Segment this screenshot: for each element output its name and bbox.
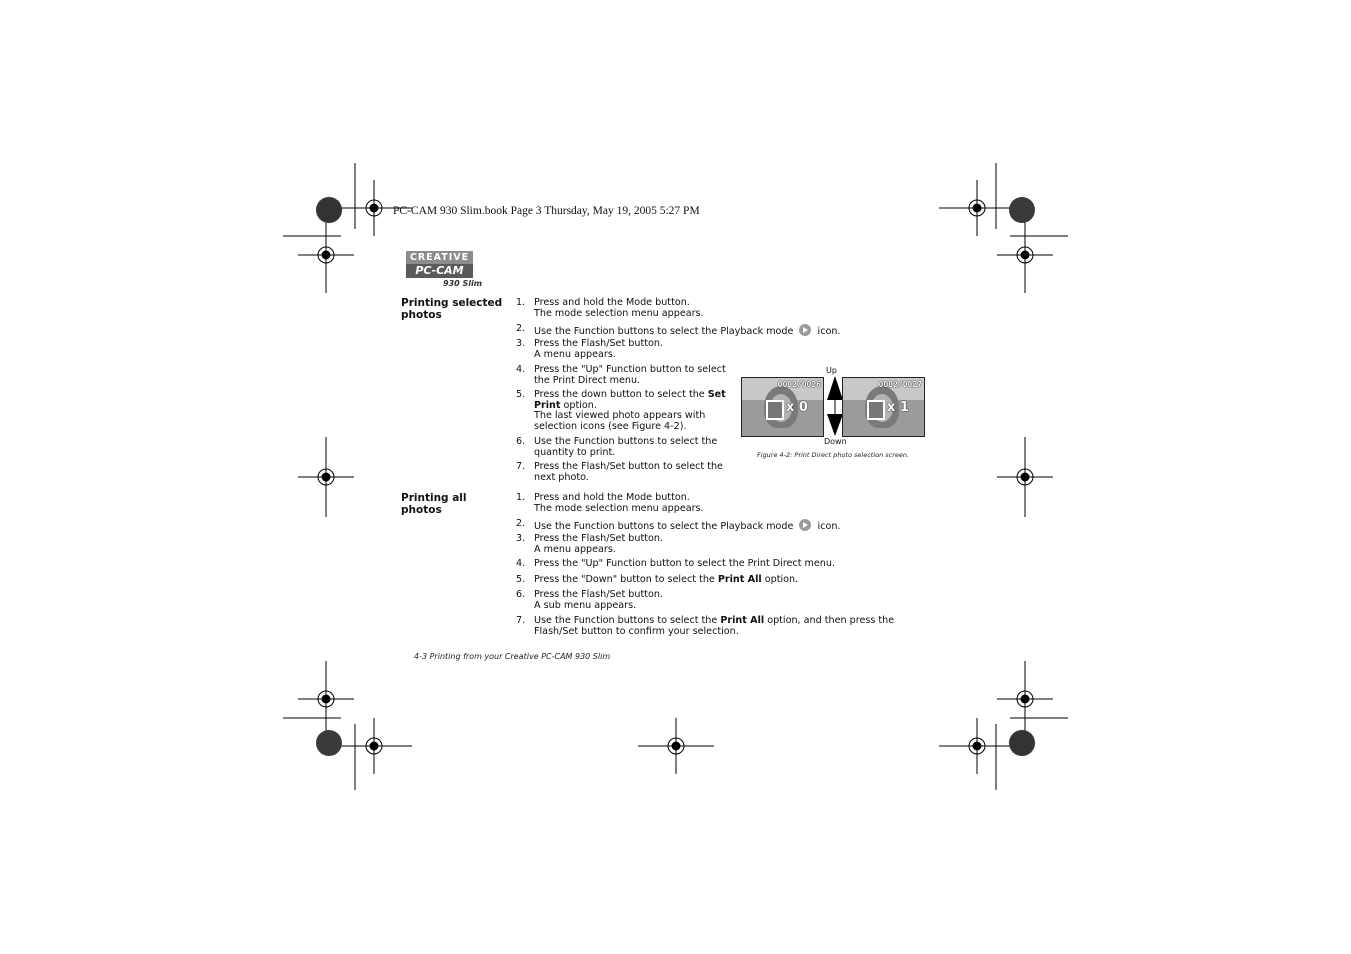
camera-screen-before <box>741 377 824 437</box>
step-text: Press the "Up" Function button to select the Print Direct menu. <box>534 558 836 569</box>
step-text: A sub menu appears. <box>534 599 637 611</box>
step-text: quantity to print. <box>534 446 616 458</box>
step-text: Use the Function buttons to select the <box>534 615 721 626</box>
step-text-bold: Print All <box>717 574 762 585</box>
printer-icon <box>867 400 885 420</box>
step-text: Use the Function buttons to select the Playback mode <box>534 521 794 532</box>
playback-mode-icon <box>799 519 811 531</box>
figure-caption: Figure 4-2: Print Direct photo selection screen. <box>757 451 910 459</box>
creative-pccam-logo <box>406 251 483 289</box>
step-text: The last viewed photo appears with <box>534 410 706 422</box>
step-text: Press the Flash/Set button. <box>534 533 663 544</box>
playback-mode-icon <box>799 324 811 336</box>
photo-counter: 0002/0026 <box>777 380 821 389</box>
step-text-bold: Print All <box>720 615 765 626</box>
logo-model: 930 Slim <box>443 279 483 288</box>
photo-counter: 0002/0027 <box>878 380 922 389</box>
down-label: Down <box>824 437 847 446</box>
step-text: A menu appears. <box>534 348 616 360</box>
step-text: Press and hold the Mode button. <box>534 492 690 503</box>
logo-brand: CREATIVE <box>406 251 473 264</box>
step-text: The mode selection menu appears. <box>534 307 704 319</box>
step-text-bold: Print <box>534 399 561 411</box>
camera-screen-after <box>842 377 925 437</box>
step-text: Press the down button to select the <box>534 389 708 400</box>
step-number: 4. <box>516 364 526 375</box>
step-number: 2. <box>516 518 526 529</box>
step-text: option, and then press the <box>764 615 895 626</box>
step-number: 2. <box>516 323 526 334</box>
step-text: option. <box>560 399 597 411</box>
step-text: icon. <box>817 521 841 532</box>
section-heading-all: Printing all photos <box>401 492 467 516</box>
up-label: Up <box>826 366 837 375</box>
step-text: Flash/Set button to confirm your selection. <box>534 625 739 637</box>
step-text: Press the Flash/Set button to select the <box>534 461 723 472</box>
step-text: Press and hold the Mode button. <box>534 297 690 308</box>
print-quantity: x 0 <box>786 400 808 415</box>
step-number: 6. <box>516 436 526 447</box>
step-number: 7. <box>516 461 526 472</box>
step-text: A menu appears. <box>534 543 616 555</box>
step-number: 7. <box>516 615 526 626</box>
step-text: Press the Flash/Set button. <box>534 338 663 349</box>
page-header: PC-CAM 930 Slim.book Page 3 Thursday, May 19, 2005 5:27 PM <box>393 205 700 217</box>
section-heading-selected: Printing selected photos <box>401 297 503 321</box>
step-text: Press the "Down" button to select the <box>534 574 718 585</box>
step-number: 5. <box>516 389 526 400</box>
step-text: Use the Function buttons to select the Playback mode <box>534 326 794 337</box>
step-text: selection icons (see Figure 4-2). <box>534 420 687 432</box>
step-text-bold: Set <box>707 389 726 400</box>
logo-product: PC-CAM <box>406 264 473 278</box>
step-text: option. <box>761 574 799 585</box>
step-number: 4. <box>516 558 526 569</box>
step-text: Press the Flash/Set button. <box>534 589 663 600</box>
step-text: icon. <box>817 326 841 337</box>
step-text: next photo. <box>534 471 589 483</box>
step-text: Use the Function buttons to select the <box>534 436 718 447</box>
page-footer: 4-3 Printing from your Creative PC-CAM 930 Slim <box>414 652 611 661</box>
step-text: Press the "Up" Function button to select <box>534 364 726 375</box>
step-number: 3. <box>516 533 526 544</box>
step-text: the Print Direct menu. <box>534 374 641 386</box>
step-number: 3. <box>516 338 526 349</box>
step-text: The mode selection menu appears. <box>534 502 704 514</box>
print-quantity: x 1 <box>887 400 909 415</box>
step-number: 5. <box>516 574 526 585</box>
step-number: 6. <box>516 589 526 600</box>
step-number: 1. <box>516 492 526 503</box>
step-number: 1. <box>516 297 526 308</box>
printer-icon <box>766 400 784 420</box>
